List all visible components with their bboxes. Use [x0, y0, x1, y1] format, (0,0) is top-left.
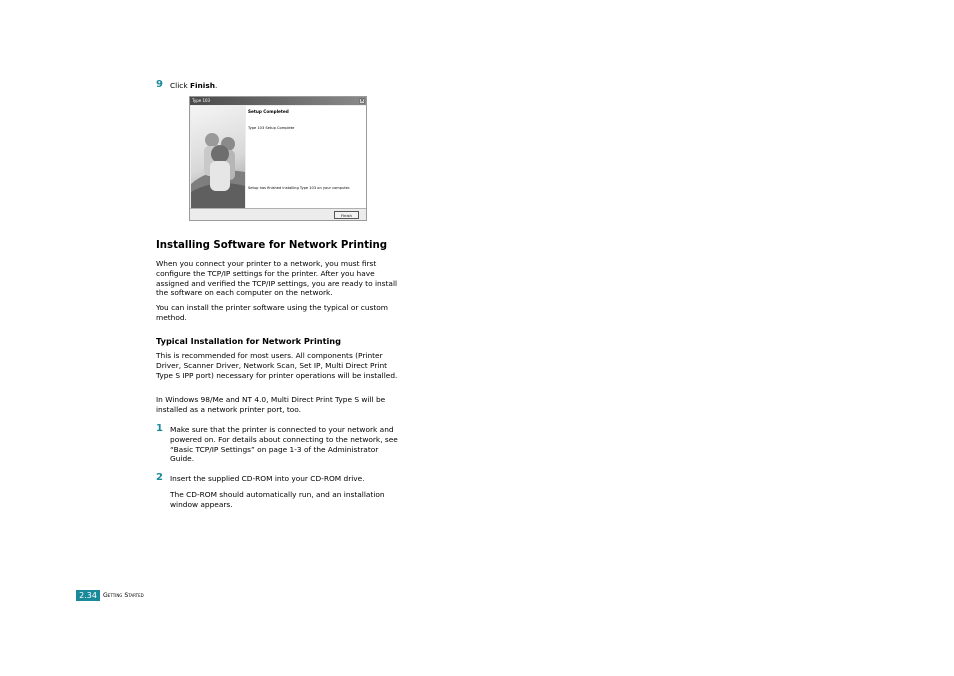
setup-completed-dialog-screenshot — [189, 96, 367, 221]
section-paragraph-2: You can install the printer software using the typical or custom method. — [156, 303, 388, 322]
finish-button[interactable]: Finish — [334, 211, 359, 219]
step-1-text: Make sure that the printer is connected to your network and powered on. For details about connecting to the network, see “Basic TCP/IP Settings” on page 1-3 of the Administrator Guide. — [170, 425, 398, 464]
step-2-text: Insert the supplied CD-ROM into your CD-ROM drive. — [170, 474, 365, 483]
dialog-subtitle: Type 103 Setup Complete — [248, 126, 295, 130]
step-2-number: 2 — [156, 472, 163, 483]
step-2-note: The CD-ROM should automatically run, and an installation window appears. — [170, 490, 385, 509]
step-9-text — [170, 81, 217, 91]
chapter-label: Getting Started — [103, 592, 144, 599]
step-9-bold: Finish — [189, 81, 216, 90]
figures-graphic — [191, 106, 245, 208]
dialog-artwork — [191, 106, 245, 208]
subsection-title: Typical Installation for Network Printing — [156, 336, 342, 346]
step-1-number: 1 — [156, 423, 163, 434]
page-number-badge: 2.34 — [76, 590, 100, 601]
close-icon: × — [360, 98, 365, 104]
section-title: Installing Software for Network Printing — [156, 240, 388, 251]
dialog-content — [246, 106, 366, 208]
step-9-suffix: . — [215, 81, 218, 90]
dialog-message: Setup has finished installing Type 103 on your computer. — [248, 186, 351, 190]
dialog-window-title: Type 103 — [192, 98, 211, 103]
subsection-paragraph-1: This is recommended for most users. All components (Printer Driver, Scanner Driver, Network Scan, Set IP, Multi Direct Print Type S IPP port) necessary for printer operations will be installed. — [156, 351, 398, 380]
step-9-prefix: Click — [170, 81, 190, 90]
dialog-heading: Setup Completed — [248, 109, 289, 114]
dialog-footer — [190, 208, 366, 221]
subsection-paragraph-2: In Windows 98/Me and NT 4.0, Multi Direct Print Type S will be installed as a network printer port, too. — [156, 395, 386, 414]
section-paragraph-1: When you connect your printer to a network, you must first configure the TCP/IP settings for the printer. After you have assigned and verified the TCP/IP settings, you are ready to install the software on each computer on the network. — [156, 259, 398, 298]
dialog-titlebar — [190, 97, 366, 105]
step-9-number: 9 — [156, 79, 163, 90]
